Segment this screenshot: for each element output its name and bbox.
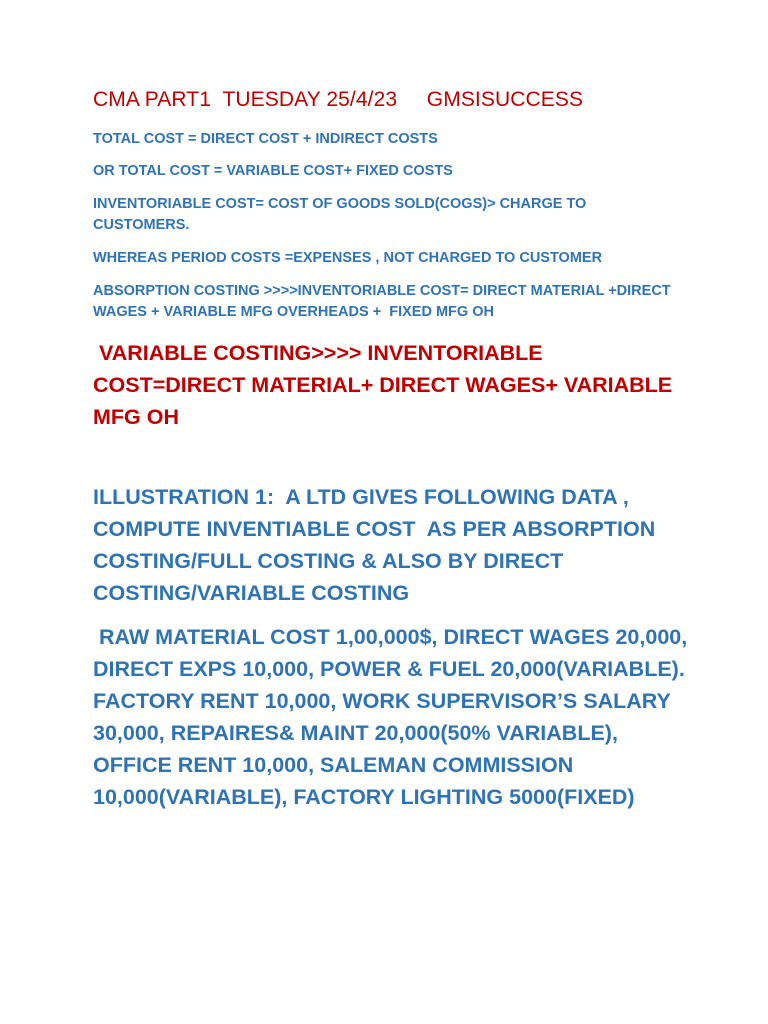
total-cost-line: TOTAL COST = DIRECT COST + INDIRECT COSTS	[93, 131, 438, 147]
illustration-heading: ILLUSTRATION 1: A LTD GIVES FOLLOWING DATA , COMPUTE INVENTIABLE COST AS PER ABSORPTION COSTING/FULL COSTING & ALSO BY DIRECT COSTING/VARIABLE COSTING	[93, 485, 662, 605]
period-costs-line: WHEREAS PERIOD COSTS =EXPENSES , NOT CHARGED TO CUSTOMER	[93, 250, 603, 266]
page-title: CMA PART1 TUESDAY 25/4/23 GMSISUCCESS	[93, 88, 584, 111]
total-cost-alt-line: OR TOTAL COST = VARIABLE COST+ FIXED COSTS	[93, 163, 453, 179]
absorption-costing-line: ABSORPTION COSTING >>>>INVENTORIABLE COST= DIRECT MATERIAL +DIRECT WAGES + VARIABLE MFG OVERHEADS + FIXED MFG OH	[93, 283, 675, 320]
data-paragraph: RAW MATERIAL COST 1,00,000$, DIRECT WAGES 20,000, DIRECT EXPS 10,000, POWER & FUEL 20,000(VARIABLE). FACTORY RENT 10,000, WORK SUPERVISOR’S SALARY 30,000, REPAIRES& MAINT 20,000(50% VARIABLE), OFFICE RENT 10,000, SALEMAN COMMISSION 10,000(VARIABLE), FACTORY LIGHTING 5000(FIXED)	[93, 625, 694, 809]
variable-costing-heading: VARIABLE COSTING>>>> INVENTORIABLE COST=DIRECT MATERIAL+ DIRECT WAGES+ VARIABLE MFG OH	[93, 341, 679, 429]
inventoriable-cost-line: INVENTORIABLE COST= COST OF GOODS SOLD(COGS)> CHARGE TO CUSTOMERS.	[93, 196, 591, 233]
